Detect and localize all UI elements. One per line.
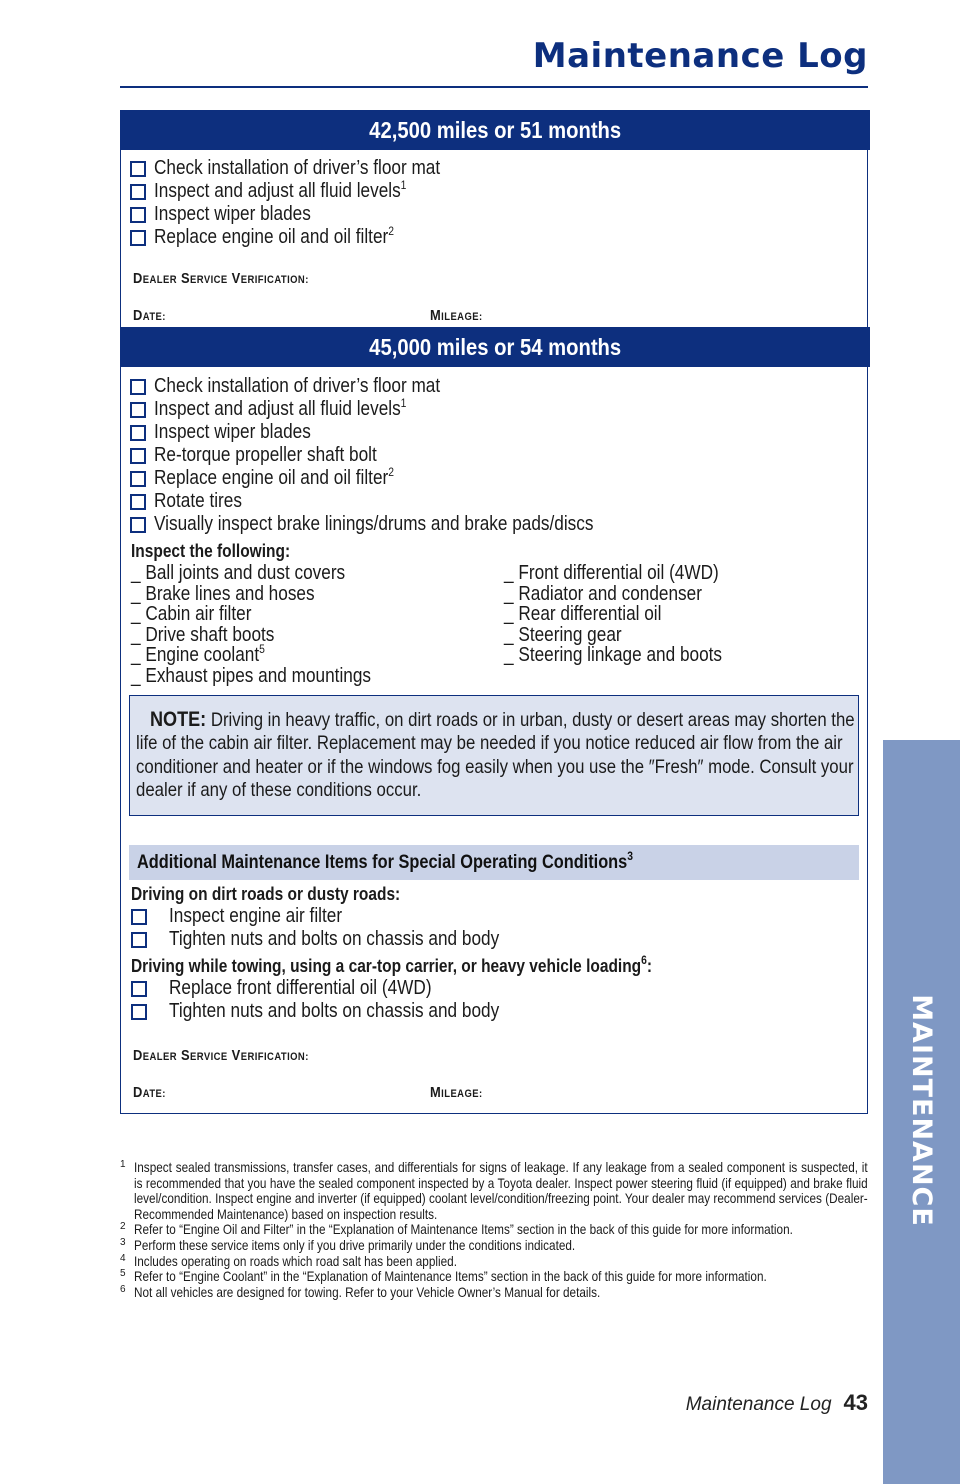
checkbox[interactable] (130, 379, 146, 395)
note-box (129, 695, 859, 816)
checkbox[interactable] (130, 184, 146, 200)
checkbox[interactable] (130, 494, 146, 510)
checklist-item: Check installation of driver’s floor mat (130, 375, 665, 398)
checkbox[interactable] (131, 909, 147, 925)
note-body: Driving in heavy traffic, on dirt roads or in urban, dusty or desert areas may shorten the life of the cabin air filter. Replacement may be needed if you notice reduced air flow from the air conditioner and heater or if the windows fog easily when you use the ″Fresh″ mode. Consult your dealer if any of these conditions occur. (136, 709, 855, 802)
inspect-item: _ Steering gear (504, 623, 622, 646)
checklist-item: Visually inspect brake linings/drums and brake pads/discs (130, 513, 665, 536)
checklist-item: Tighten nuts and bolts on chassis and body (131, 928, 553, 951)
checklist-item: Replace engine oil and oil filter$^2$ (130, 467, 665, 490)
checklist-item: Inspect wiper blades (130, 421, 665, 444)
section1-heading: 42,500 miles or 51 months (120, 110, 870, 150)
checklist-item: Inspect and adjust all fluid levels$^1$ (130, 398, 665, 421)
inspect-following-label: Inspect the following: (131, 541, 291, 561)
footnote: 5 Refer to “Engine Coolant” in the “Explanation of Maintenance Items” section in the back of this guide for more information. (120, 1268, 767, 1285)
inspect-item: _ Brake lines and hoses (131, 582, 315, 605)
footer-label: Maintenance Log (685, 1394, 832, 1415)
inspect-item: _ Radiator and condenser (504, 582, 702, 605)
additional-items-title: Additional Maintenance Items for Special Operating Conditions$^3$ (137, 849, 634, 873)
inspect-list-left (131, 563, 410, 687)
note-text (136, 708, 858, 803)
checklist-item: Replace engine oil and oil filter$^2$ (130, 226, 487, 249)
inspect-item: _ Front differential oil (4WD) (504, 562, 719, 584)
note-label: NOTE: (149, 708, 207, 731)
checklist-item: Replace front differential oil (4WD) (131, 977, 553, 1000)
inspect-item: _ Rear differential oil (504, 603, 662, 626)
checklist-item: Rotate tires (130, 490, 665, 513)
inspect-item: _ Engine coolant$^5$ (131, 642, 265, 667)
inspect-item: _ Exhaust pipes and mountings (131, 664, 372, 687)
checkbox[interactable] (131, 1004, 147, 1020)
checkbox[interactable] (130, 207, 146, 223)
checklist-item: Check installation of driver’s floor mat (130, 157, 487, 180)
towing-checklist (131, 977, 553, 1023)
footnote: 4 Includes operating on roads which road salt has been applied. (120, 1252, 457, 1269)
checkbox[interactable] (130, 517, 146, 533)
additional-items-band (129, 845, 859, 880)
title-divider (120, 86, 868, 88)
checkbox[interactable] (131, 981, 147, 997)
inspect-list-right (504, 563, 758, 666)
checklist-item: Tighten nuts and bolts on chassis and body (131, 1000, 553, 1023)
mileage-label: MILEAGE: (430, 1084, 483, 1101)
checkbox[interactable] (131, 932, 147, 948)
inspect-item: _ Cabin air filter (131, 603, 252, 626)
checklist-item: Inspect wiper blades (130, 203, 487, 226)
footnotes (120, 1160, 868, 1300)
inspect-item: _ Drive shaft boots (131, 623, 275, 646)
inspect-item: _ Ball joints and dust covers (131, 562, 346, 584)
checklist-item: Inspect and adjust all fluid levels$^1$ (130, 180, 487, 203)
footnote: 6 Not all vehicles are designed for towing. Refer to your Vehicle Owner’s Manual for details. (120, 1283, 601, 1300)
page-number: 43 (843, 1390, 868, 1415)
checkbox[interactable] (130, 161, 146, 177)
page-footer (686, 1390, 868, 1416)
checkbox[interactable] (130, 425, 146, 441)
towing-label: Driving while towing, using a car-top carrier, or heavy vehicle loading$^6$: (131, 953, 653, 976)
page-title: Maintenance Log (532, 36, 868, 76)
inspect-item: _ Steering linkage and boots (504, 644, 723, 667)
date-label: DATE: (133, 307, 166, 324)
section2-heading: 45,000 miles or 54 months (120, 327, 870, 367)
dusty-roads-checklist (131, 905, 553, 951)
checklist-item: Re-torque propeller shaft bolt (130, 444, 665, 467)
checkbox[interactable] (130, 230, 146, 246)
dealer-service-verification-label: DEALER SERVICE VERIFICATION: (133, 1047, 309, 1064)
footnote: 1 Inspect sealed transmissions, transfer cases, and differentials for signs of leakage. If any leakage from a sealed component is suspected, it is recommended that you have the sealed component inspected by a Toyota dealer. Inspect power steering fluid (if equipped) and brake fluid level/condition. Inspect engine and inverter (if equipped) coolant level/condition/freezing point. Your dealer may recommend services (Dealer-Recommended Maintenance) based on inspection results. (120, 1159, 868, 1222)
footnote: 3 Perform these service items only if you drive primarily under the conditions indicated. (120, 1236, 576, 1253)
checklist-item: Inspect engine air filter (131, 905, 553, 928)
mileage-label: MILEAGE: (430, 307, 483, 324)
checkbox[interactable] (130, 448, 146, 464)
side-tab-label: MAINTENANCE (906, 993, 937, 1227)
date-label: DATE: (133, 1084, 166, 1101)
checkbox[interactable] (130, 402, 146, 418)
dusty-roads-label: Driving on dirt roads or dusty roads: (131, 884, 401, 904)
footnote: 2 Refer to “Engine Oil and Filter” in the “Explanation of Maintenance Items” section in the back of this guide for more information. (120, 1221, 793, 1238)
checkbox[interactable] (130, 471, 146, 487)
dealer-service-verification-label: DEALER SERVICE VERIFICATION: (133, 270, 309, 287)
section1-checklist (130, 157, 487, 249)
section2-checklist (130, 375, 665, 536)
